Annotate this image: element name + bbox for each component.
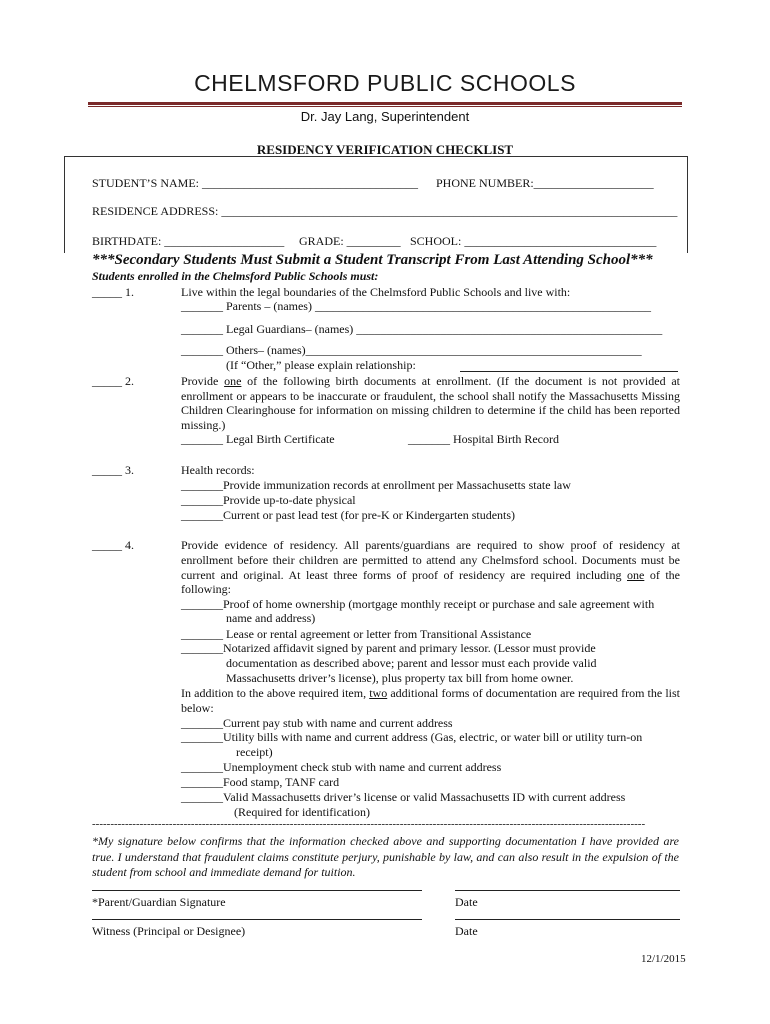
enrolled-heading: Students enrolled in the Chelmsford Public Schools must: <box>92 269 379 283</box>
guardians-line[interactable]: _______ Legal Guardians– (names) ___________________________________________________ <box>181 322 663 336</box>
home-ownership-cont: name and address) <box>226 611 316 625</box>
date-2-line[interactable] <box>455 919 680 920</box>
date-2-label: Date <box>455 924 478 938</box>
grade-field[interactable]: GRADE: _________ <box>299 234 401 248</box>
header-rule-thick <box>88 102 682 105</box>
hospital-record-option[interactable]: _______ Hospital Birth Record <box>408 432 559 446</box>
header-rule-thin <box>88 106 682 107</box>
parent-signature-line[interactable] <box>92 890 422 891</box>
affidavit-cont-2: Massachusetts driver’s license), plus property tax bill from home owner. <box>226 671 574 685</box>
divider: ------------------------------------------------------------------------------------------------------------------------------------------------------- <box>92 818 646 830</box>
affidavit-option[interactable]: _______Notarized affidavit signed by parent and primary lessor. (Lessor must provide <box>181 641 596 655</box>
immunization-option[interactable]: _______Provide immunization records at enrollment per Massachusetts state law <box>181 478 571 492</box>
witness-signature-line[interactable] <box>92 919 422 920</box>
other-explain: (If “Other,” please explain relationship: <box>226 358 416 372</box>
license-cont: (Required for identification) <box>234 805 370 819</box>
residence-address-field[interactable]: RESIDENCE ADDRESS: ____________________________________________________________________________ <box>92 204 678 218</box>
parent-signature-label: *Parent/Guardian Signature <box>92 895 226 909</box>
utility-bill-option[interactable]: _______Utility bills with name and current address (Gas, electric, or water bill or utility turn-on <box>181 730 643 744</box>
additional-docs-text: In addition to the above required item, two additional forms of documentation are required from the list below: <box>181 686 680 715</box>
affidavit-cont-1: documentation as described above; parent and lessor must each provide valid <box>226 656 597 670</box>
home-ownership-option[interactable]: _______Proof of home ownership (mortgage monthly receipt or purchase and sale agreement with <box>181 597 655 611</box>
lead-test-option[interactable]: _______Current or past lead test (for pre-K or Kindergarten students) <box>181 508 516 522</box>
item-1-text: Live within the legal boundaries of the Chelmsford Public Schools and live with: <box>181 285 571 299</box>
birthdate-field[interactable]: BIRTHDATE: ____________________ <box>92 234 285 248</box>
item-4-text: Provide evidence of residency. All parents/guardians are required to show proof of residency at enrollment before their children are permitted to attend any Chelmsford school. Documents must be current and original. At least three forms of proof of residency are required including one of the following: <box>181 538 681 597</box>
others-line[interactable]: _______ Others– (names)________________________________________________________ <box>181 343 642 357</box>
item-1-check[interactable]: _____ 1. <box>92 285 134 299</box>
revision-date: 12/1/2015 <box>641 953 686 965</box>
witness-signature-label: Witness (Principal or Designee) <box>92 924 246 938</box>
parents-line[interactable]: _______ Parents – (names) ________________________________________________________ <box>181 299 651 313</box>
food-stamp-option[interactable]: _______Food stamp, TANF card <box>181 775 340 789</box>
birth-certificate-option[interactable]: _______ Legal Birth Certificate <box>181 432 335 446</box>
form-title: RESIDENCY VERIFICATION CHECKLIST <box>256 142 514 157</box>
unemployment-option[interactable]: _______Unemployment check stub with name and current address <box>181 760 502 774</box>
confirmation-statement: *My signature below confirms that the information checked above and supporting documentation I have provided are true. I understand that fraudulent claims constitute perjury, punishable by law, and can also result in the expulsion of the student from school and immediate demand for tuition. <box>92 834 679 879</box>
school-field[interactable]: SCHOOL: ________________________________ <box>410 234 657 248</box>
superintendent: Dr. Jay Lang, Superintendent <box>300 109 470 124</box>
student-name-field[interactable]: STUDENT’S NAME: ____________________________________ <box>92 176 418 190</box>
utility-bill-cont: receipt) <box>236 745 273 759</box>
item-2-text: Provide one of the following birth documents at enrollment. (If the document is not provided at enrollment or appears to be inaccurate or fraudulent, the school shall notify the Massachusetts Missing Children Clearinghouse for information on missing children to determine if the child has been reported missing.) <box>181 374 680 433</box>
page-title: CHELMSFORD PUBLIC SCHOOLS <box>194 70 576 96</box>
pay-stub-option[interactable]: _______Current pay stub with name and current address <box>181 716 453 730</box>
transcript-banner: ***Secondary Students Must Submit a Student Transcript From Last Attending School*** <box>92 252 653 268</box>
lease-option[interactable]: _______ Lease or rental agreement or letter from Transitional Assistance <box>181 627 532 641</box>
item-2-check[interactable]: _____ 2. <box>92 374 134 388</box>
item-3-check[interactable]: _____ 3. <box>92 463 134 477</box>
date-1-label: Date <box>455 895 478 909</box>
other-explain-line[interactable] <box>460 371 678 372</box>
physical-option[interactable]: _______Provide up-to-date physical <box>181 493 356 507</box>
item-3-text: Health records: <box>181 463 255 477</box>
license-option[interactable]: _______Valid Massachusetts driver’s license or valid Massachusetts ID with current address <box>181 790 626 804</box>
date-1-line[interactable] <box>455 890 680 891</box>
phone-number-field[interactable]: PHONE NUMBER:____________________ <box>436 176 654 190</box>
item-4-check[interactable]: _____ 4. <box>92 538 134 552</box>
